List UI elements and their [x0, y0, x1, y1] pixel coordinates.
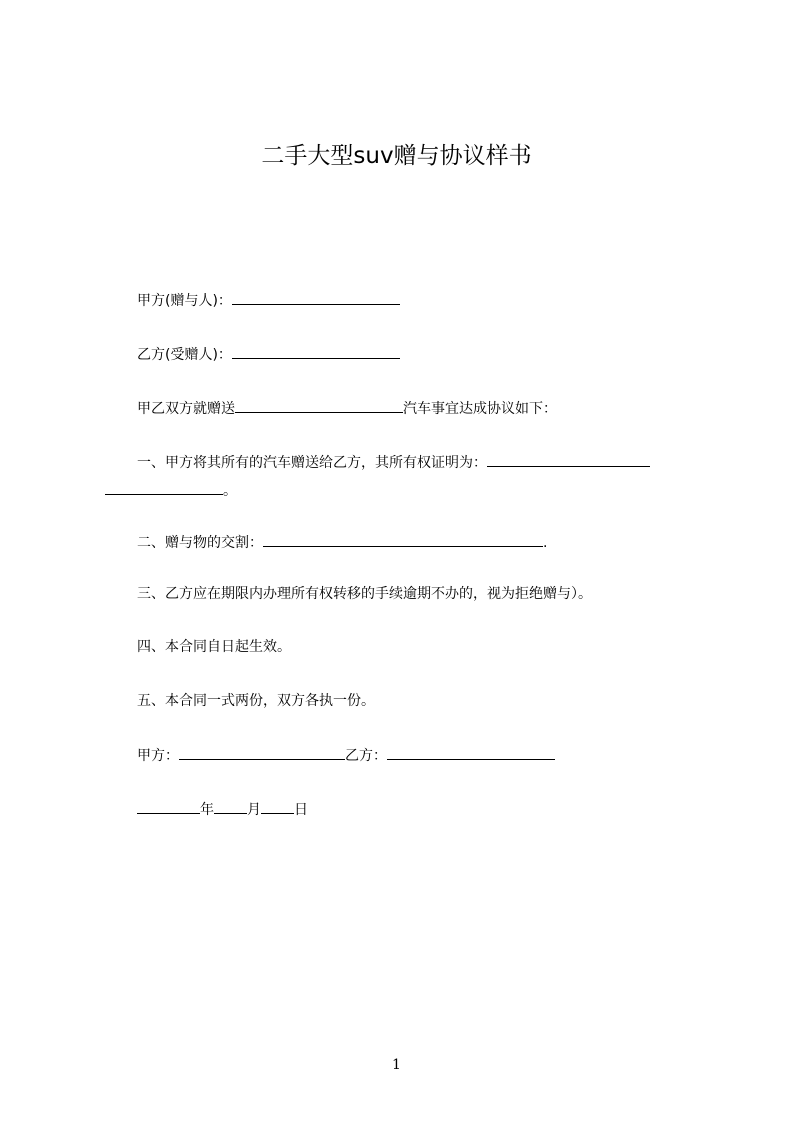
clause-1-blank-continued — [105, 480, 223, 495]
party-b-blank — [232, 344, 400, 359]
date-day-blank — [261, 799, 294, 814]
intro-line — [137, 398, 557, 419]
signature-line — [137, 745, 555, 766]
page-title: 二手大型suv赠与协议样书 — [261, 143, 532, 169]
clause-5-text: 五、本合同一式两份，双方各执一份。 — [137, 693, 375, 709]
signature-party-b-blank — [387, 745, 555, 760]
clause-1-text: 一、甲方将其所有的汽车赠送给乙方，其所有权证明为： — [137, 455, 487, 471]
clause-2-line — [137, 532, 547, 553]
clause-5-line — [137, 691, 375, 711]
clause-3-line — [137, 584, 592, 604]
signature-party-b-label: 乙方： — [345, 748, 387, 764]
clause-4-text: 四、本合同自日起生效。 — [137, 639, 291, 655]
party-b-line — [137, 344, 400, 365]
intro-suffix: 汽车事宜达成协议如下： — [403, 401, 557, 417]
date-day-label: 日 — [294, 802, 308, 818]
page-number: 1 — [392, 1057, 401, 1073]
clause-3-text: 三、乙方应在期限内办理所有权转移的手续逾期不办的，视为拒绝赠与）。 — [137, 586, 592, 602]
clause-1-line — [137, 452, 650, 473]
date-line — [137, 799, 308, 820]
intro-prefix: 甲乙双方就赠送 — [137, 401, 235, 417]
clause-4-line — [137, 637, 291, 657]
date-year-blank — [137, 799, 200, 814]
signature-party-a-label: 甲方： — [137, 748, 179, 764]
party-a-label: 甲方(赠与人)： — [137, 293, 232, 309]
clause-1-blank — [487, 452, 650, 467]
clause-1-continuation — [105, 480, 237, 501]
clause-2-text: 二、赠与物的交割： — [137, 535, 263, 551]
clause-2-end: . — [543, 535, 548, 551]
signature-party-a-blank — [179, 745, 345, 760]
date-year-label: 年 — [200, 802, 214, 818]
party-a-line — [137, 290, 400, 311]
clause-2-blank — [263, 532, 543, 547]
clause-1-end: 。 — [223, 483, 237, 499]
intro-blank — [235, 398, 403, 413]
date-month-blank — [214, 799, 247, 814]
party-a-blank — [232, 290, 400, 305]
date-month-label: 月 — [247, 802, 261, 818]
party-b-label: 乙方(受赠人)： — [137, 347, 232, 363]
